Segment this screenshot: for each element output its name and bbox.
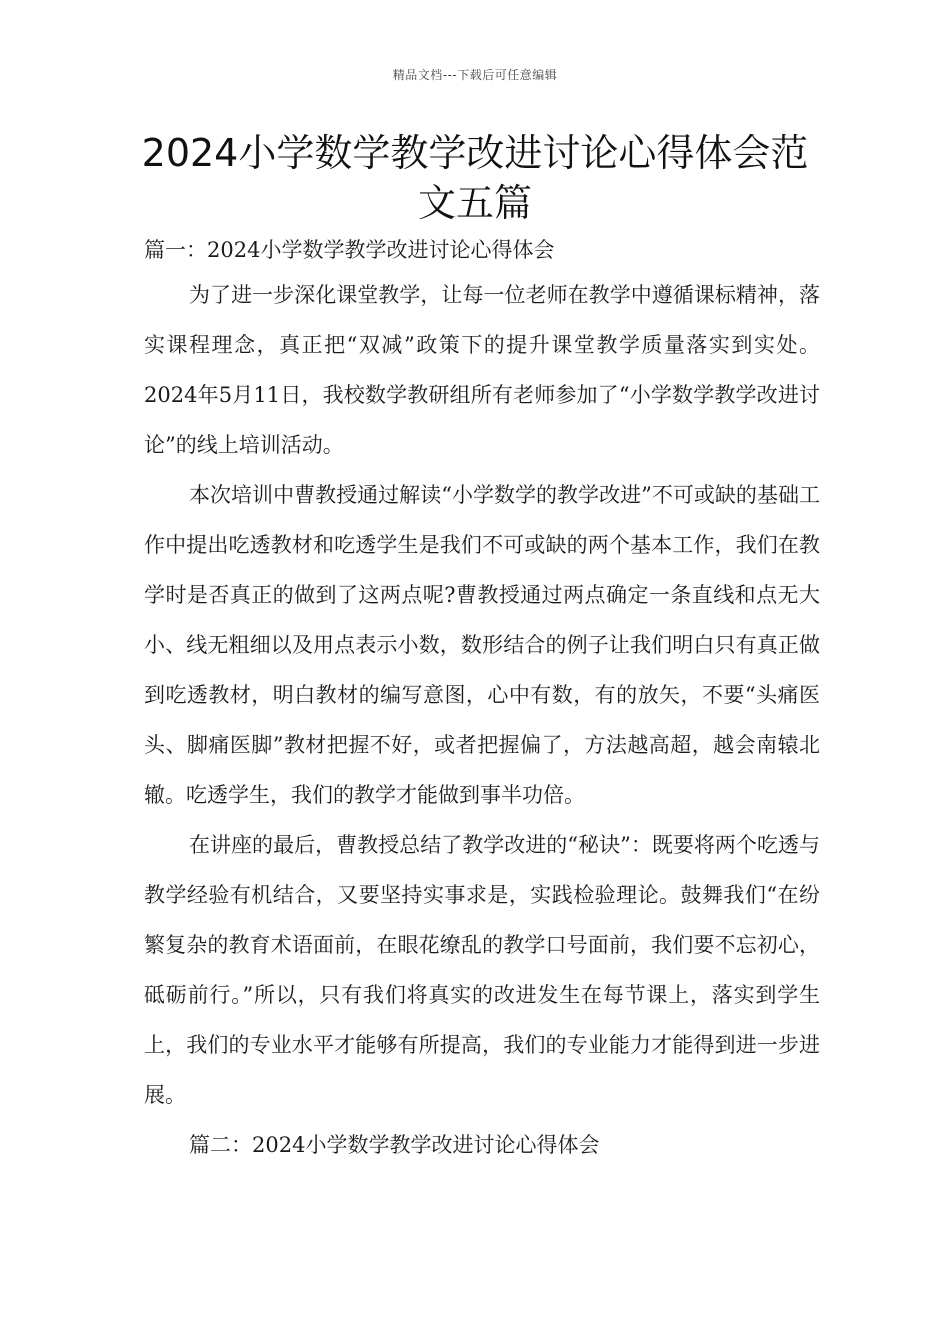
page-header-watermark: 精品文档---下载后可任意编辑: [392, 68, 558, 82]
body-paragraph-3: 在讲座的最后，曹教授总结了教学改进的“秘诀”：既要将两个吃透与教学经验有机结合，又要坚持实事求是，实践检验理论。鼓舞我们“在纷繁复杂的教育术语面前，在眼花缭乱的教学口号面前，我们要不忘初心，砥砺前行。”所以，只有我们将真实的改进发生在每节课上，落实到学生上，我们的专业水平才能够有所提高，我们的专业能力才能得到进一步进展。: [144, 832, 820, 1107]
document-title: 2024小学数学教学改进讨论心得体会范文五篇: [141, 131, 809, 225]
body-paragraph-2: 本次培训中曹教授通过解读“小学数学的教学改进”不可或缺的基础工作中提出吃透教材和吃透学生是我们不可或缺的两个基本工作，我们在教学时是否真正的做到了这两点呢?曹教授通过两点确定一条直线和点无大小、线无粗细以及用点表示小数，数形结合的例子让我们明白只有真正做到吃透教材，明白教材的编写意图，心中有数，有的放矢，不要“头痛医头、脚痛医脚”教材把握不好，或者把握偏了，方法越高超，越会南辕北辙。吃透学生，我们的教学才能做到事半功倍。: [144, 482, 820, 807]
document-body: [144, 232, 820, 1164]
section-heading-2: 篇二：2024小学数学教学改进讨论心得体会: [189, 1132, 600, 1157]
body-paragraph-1: 为了进一步深化课堂教学，让每一位老师在教学中遵循课标精神，落实课程理念，真正把“双减”政策下的提升课堂教学质量落实到实处。2024年5月11日，我校数学教研组所有老师参加了“小学数学教学改进讨论”的线上培训活动。: [144, 282, 820, 457]
section-heading-1: 篇一：2024小学数学教学改进讨论心得体会: [144, 238, 555, 262]
